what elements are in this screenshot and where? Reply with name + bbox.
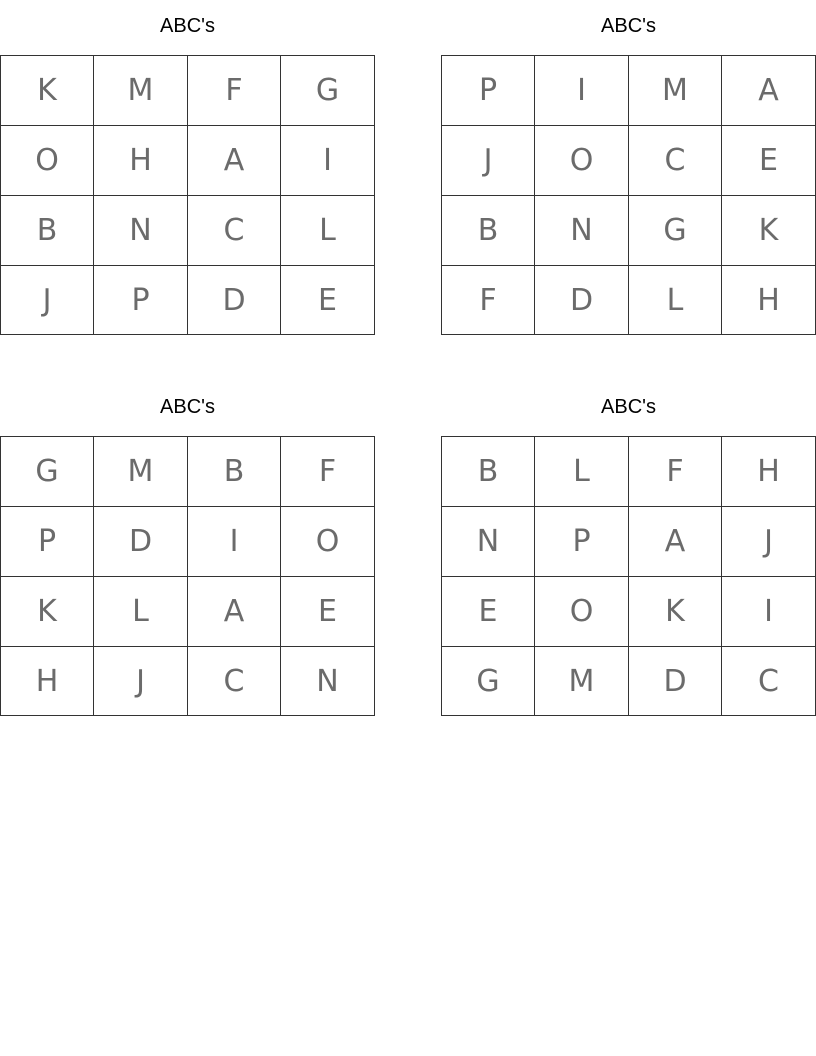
grid-cell: M [94, 437, 188, 507]
grid-cell: D [94, 507, 188, 577]
bingo-card-2 [441, 14, 816, 318]
grid-cell: B [188, 437, 281, 507]
grid-cell: A [188, 577, 281, 647]
grid-cell: G [1, 437, 94, 507]
grid-cell: F [188, 56, 281, 126]
grid-cell: E [281, 266, 375, 335]
grid-cell: D [188, 266, 281, 335]
grid-cell: J [722, 507, 816, 577]
bingo-card-4 [441, 395, 816, 699]
grid-cell: F [281, 437, 375, 507]
grid-cell: M [629, 56, 722, 126]
card-title: ABC's [160, 396, 215, 418]
grid-cell: G [281, 56, 375, 126]
grid-cell: C [629, 126, 722, 196]
grid-cell: I [281, 126, 375, 196]
grid-cell: A [188, 126, 281, 196]
grid-cell: J [442, 126, 535, 196]
grid-cell: M [94, 56, 188, 126]
grid-cell: I [722, 577, 816, 647]
grid-cell: K [1, 56, 94, 126]
grid-cell: B [1, 196, 94, 266]
grid-cell: L [535, 437, 629, 507]
grid-cell: C [188, 647, 281, 716]
grid-cell: M [535, 647, 629, 716]
card-title: ABC's [601, 15, 656, 37]
grid-cell: N [281, 647, 375, 716]
grid-cell: O [535, 126, 629, 196]
grid-cell: H [94, 126, 188, 196]
grid-cell: B [442, 437, 535, 507]
bingo-card-3 [0, 395, 375, 699]
letter-grid [0, 55, 375, 335]
grid-cell: K [1, 577, 94, 647]
card-title: ABC's [601, 396, 656, 418]
grid-cell: E [722, 126, 816, 196]
grid-cell: F [629, 437, 722, 507]
grid-cell: B [442, 196, 535, 266]
grid-cell: D [535, 266, 629, 335]
grid-cell: E [442, 577, 535, 647]
grid-cell: H [1, 647, 94, 716]
grid-cell: N [94, 196, 188, 266]
grid-cell: O [1, 126, 94, 196]
grid-cell: E [281, 577, 375, 647]
grid-cell: O [535, 577, 629, 647]
grid-cell: J [1, 266, 94, 335]
grid-cell: L [94, 577, 188, 647]
letter-grid [441, 436, 816, 716]
grid-cell: C [722, 647, 816, 716]
grid-cell: D [629, 647, 722, 716]
grid-cell: C [188, 196, 281, 266]
grid-cell: P [442, 56, 535, 126]
grid-cell: F [442, 266, 535, 335]
grid-cell: A [722, 56, 816, 126]
grid-cell: H [722, 437, 816, 507]
grid-cell: J [94, 647, 188, 716]
grid-cell: O [281, 507, 375, 577]
grid-cell: N [442, 507, 535, 577]
grid-cell: K [722, 196, 816, 266]
grid-cell: I [188, 507, 281, 577]
grid-cell: I [535, 56, 629, 126]
grid-cell: P [1, 507, 94, 577]
card-title: ABC's [160, 15, 215, 37]
grid-cell: G [629, 196, 722, 266]
grid-cell: A [629, 507, 722, 577]
grid-cell: L [281, 196, 375, 266]
grid-cell: N [535, 196, 629, 266]
grid-cell: P [535, 507, 629, 577]
grid-cell: H [722, 266, 816, 335]
letter-grid [0, 436, 375, 716]
grid-cell: P [94, 266, 188, 335]
grid-cell: K [629, 577, 722, 647]
bingo-card-1 [0, 14, 375, 318]
grid-cell: L [629, 266, 722, 335]
letter-grid [441, 55, 816, 335]
grid-cell: G [442, 647, 535, 716]
